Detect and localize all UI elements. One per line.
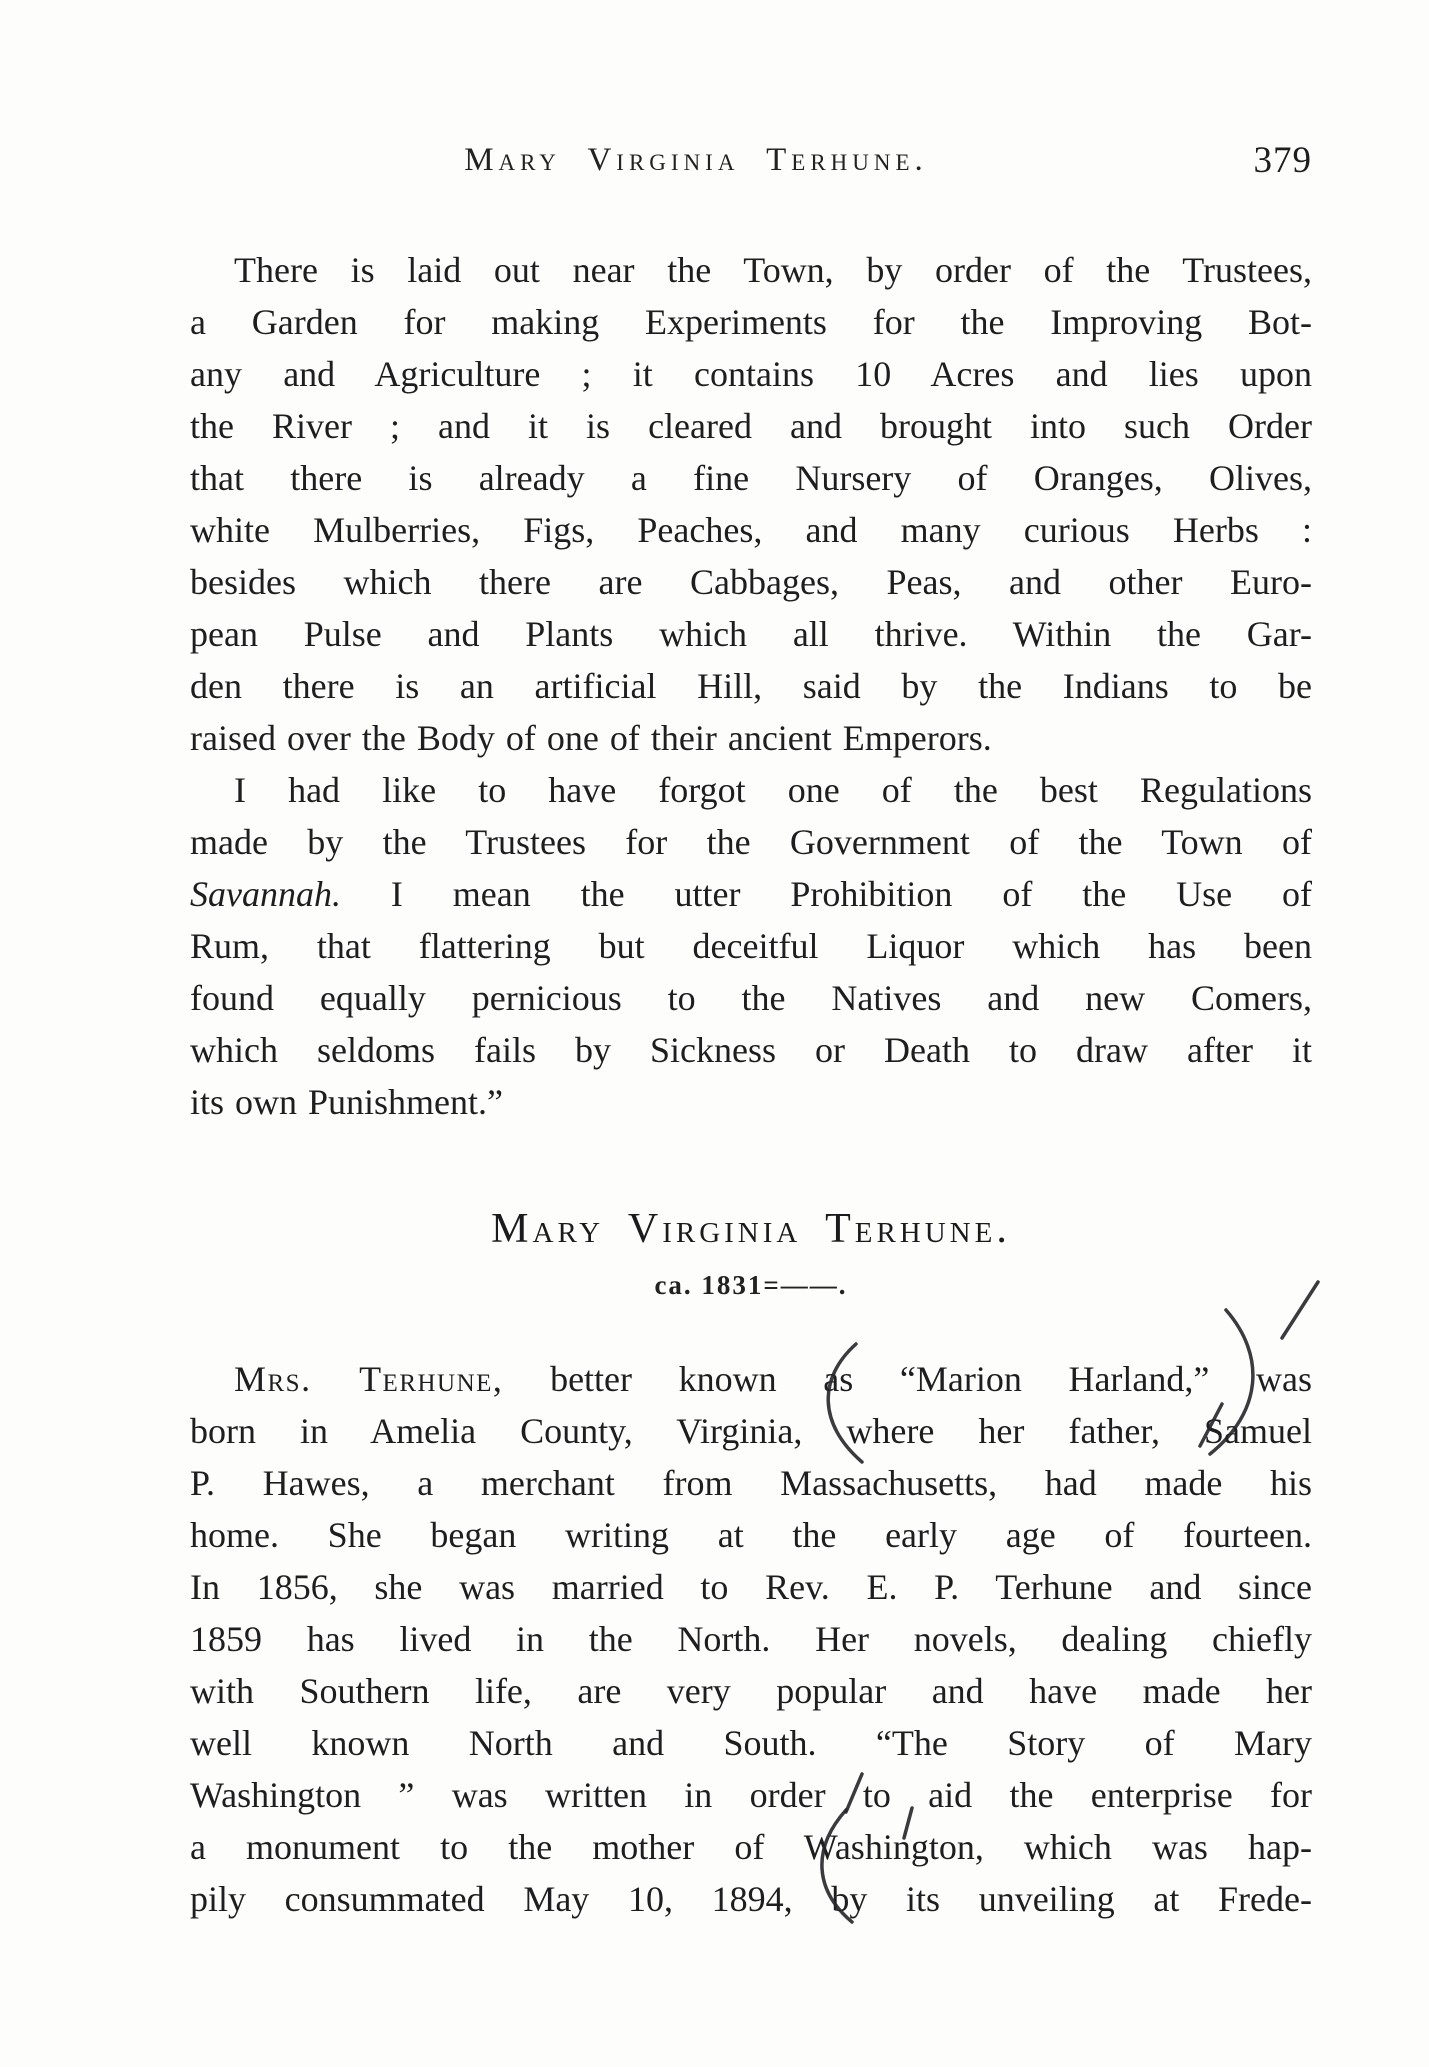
text-line [190, 972, 1312, 1024]
text-line [190, 244, 1312, 296]
text-line [190, 452, 1312, 504]
text-segment: any and Agriculture ; it contains 10 Acres and lies upon [190, 354, 1312, 394]
text-segment: born in Amelia County, Virginia, where her father, Samuel [190, 1411, 1312, 1451]
section-title: Mary Virginia Terhune. [491, 1206, 1011, 1252]
text-line [190, 1457, 1312, 1509]
text-segment: raised over the Body of one of their ancient Emperors. [190, 718, 992, 758]
text-line [190, 348, 1312, 400]
text-line [190, 400, 1312, 452]
paragraph-biography [190, 1353, 1312, 1925]
paragraph-rum-prohibition [190, 764, 1312, 1128]
section-dates: ca. 1831=——. [654, 1270, 848, 1300]
text-segment: pean Pulse and Plants which all thrive. Within the Gar- [190, 614, 1312, 654]
text-segment: home. She began writing at the early age of fourteen. [190, 1515, 1312, 1555]
text-line [190, 712, 1312, 764]
text-segment: I mean the utter Prohibition of the Use of [340, 874, 1312, 914]
text-line [190, 1076, 1312, 1128]
text-line [190, 1821, 1312, 1873]
text-segment: better known as “Marion Harland,” was [503, 1359, 1312, 1399]
text-segment: the River ; and it is cleared and brought into such Order [190, 406, 1312, 446]
text-segment: In 1856, she was married to Rev. E. P. Terhune and since [190, 1567, 1312, 1607]
text-segment: that there is already a fine Nursery of Oranges, Olives, [190, 458, 1312, 498]
text-segment: 1859 has lived in the North. Her novels, dealing chiefly [190, 1619, 1312, 1659]
text-line [190, 764, 1312, 816]
text-line [190, 920, 1312, 972]
text-segment: den there is an artificial Hill, said by the Indians to be [190, 666, 1312, 706]
text-segment: besides which there are Cabbages, Peas, and other Euro- [190, 562, 1312, 602]
text-segment: which seldoms fails by Sickness or Death to draw after it [190, 1030, 1312, 1070]
text-segment: well known North and South. “The Story of Mary [190, 1723, 1312, 1763]
section-heading-block [190, 1204, 1312, 1301]
text-line [190, 1717, 1312, 1769]
text-line [190, 504, 1312, 556]
text-line [190, 608, 1312, 660]
text-segment: made by the Trustees for the Government of the Town of [190, 822, 1312, 862]
paragraph-garden [190, 244, 1312, 764]
text-segment: Washington ” was written in order to aid the enterprise for [190, 1775, 1312, 1815]
text-line [190, 660, 1312, 712]
text-segment: pily consummated May 10, 1894, by its unveiling at Frede- [190, 1879, 1312, 1919]
text-line [190, 1665, 1312, 1717]
text-line [190, 556, 1312, 608]
text-line [190, 868, 1312, 920]
text-segment: Rum, that flattering but deceitful Liquor which has been [190, 926, 1312, 966]
text-line [190, 1509, 1312, 1561]
text-segment: white Mulberries, Figs, Peaches, and many curious Herbs : [190, 510, 1312, 550]
text-line [190, 1873, 1312, 1925]
text-line [190, 296, 1312, 348]
text-segment: with Southern life, are very popular and have made her [190, 1671, 1312, 1711]
text-line [190, 1769, 1312, 1821]
text-segment: Mrs. Terhune, [234, 1359, 504, 1399]
text-segment: I had like to have forgot one of the best Regulations [234, 770, 1312, 810]
text-line [190, 1561, 1312, 1613]
text-segment: found equally pernicious to the Natives and new Comers, [190, 978, 1312, 1018]
running-title: Mary Virginia Terhune. [464, 142, 928, 178]
text-segment: There is laid out near the Town, by order of the Trustees, [234, 250, 1312, 290]
text-line [190, 1024, 1312, 1076]
text-segment: its own Punishment.” [190, 1082, 504, 1122]
text-segment: P. Hawes, a merchant from Massachusetts, had made his [190, 1463, 1312, 1503]
running-head [190, 142, 1312, 190]
page-number: 379 [1253, 140, 1312, 181]
text-line [190, 1613, 1312, 1665]
text-line [190, 1353, 1312, 1405]
text-line [190, 1405, 1312, 1457]
text-line [190, 816, 1312, 868]
text-segment: a monument to the mother of Washington, which was hap- [190, 1827, 1312, 1867]
page-content [190, 0, 1312, 1925]
text-segment: a Garden for making Experiments for the Improving Bot- [190, 302, 1312, 342]
text-segment: Savannah. [190, 874, 341, 914]
